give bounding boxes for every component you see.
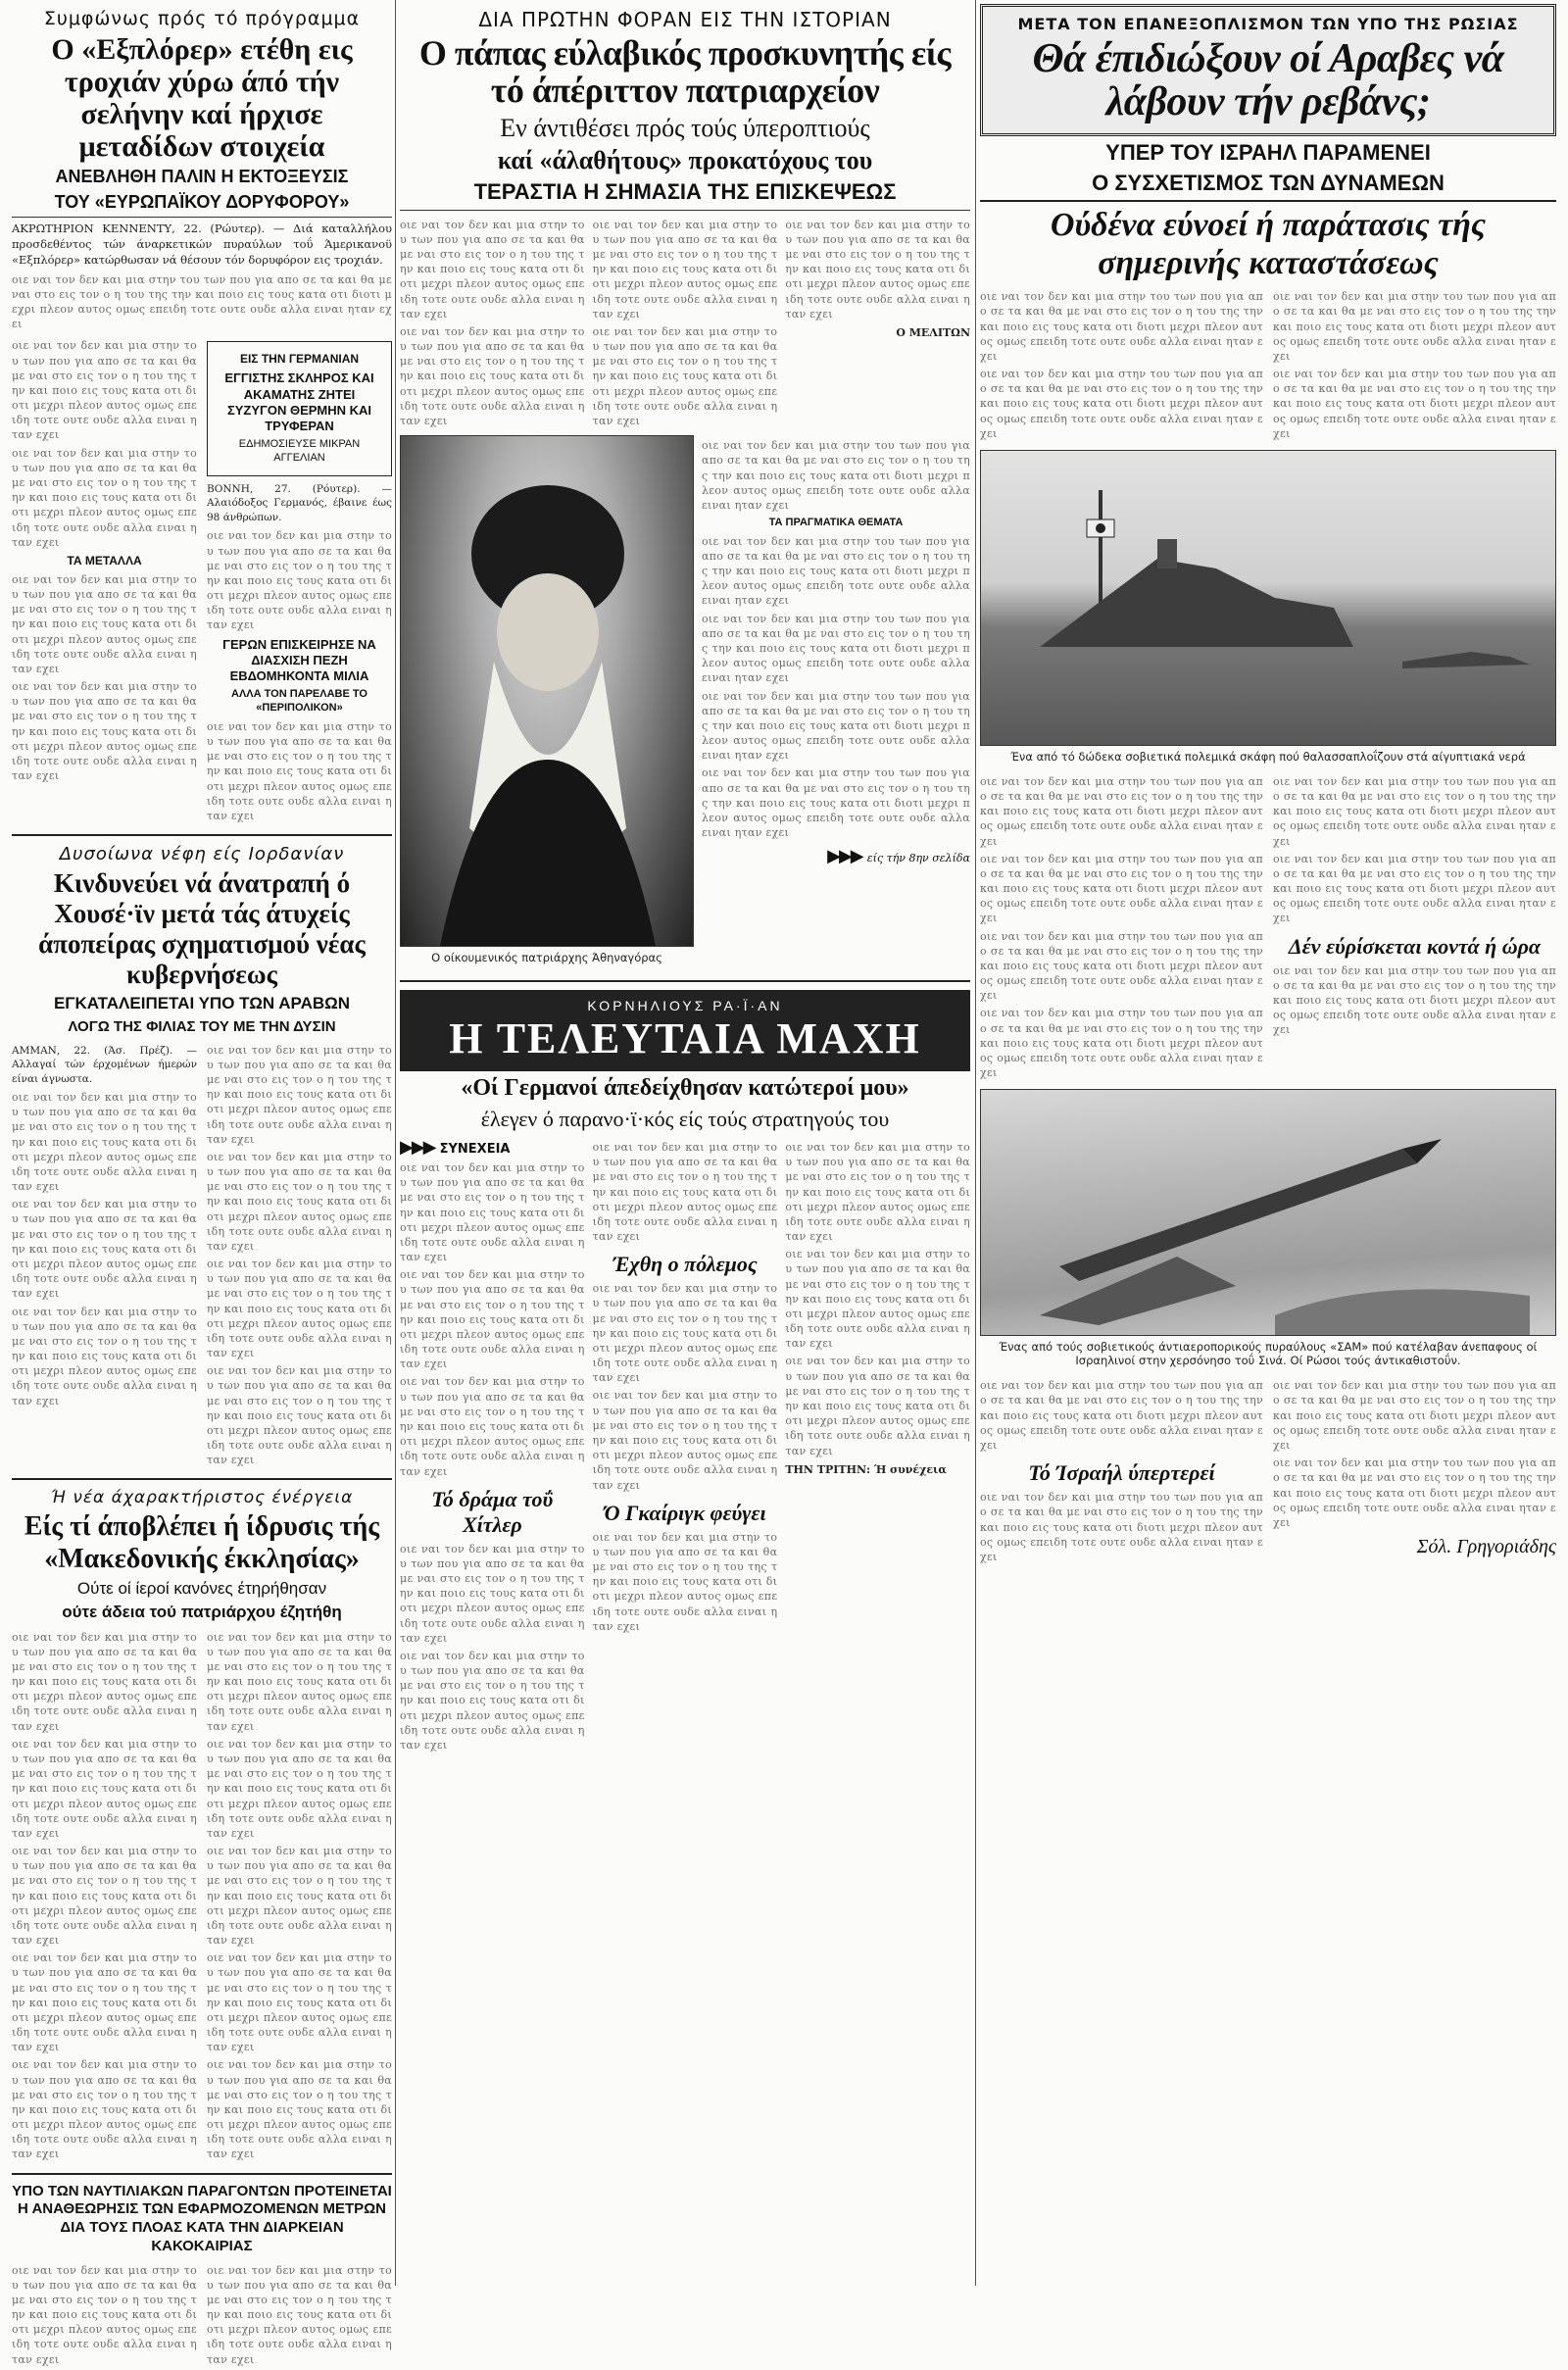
shipping-headline: ΥΠΟ ΤΩΝ ΝΑΥΤΙΛΙΑΚΩΝ ΠΑΡΑΓΟΝΤΩΝ ΠΡΟΤΕΙΝΕΤΑΙ Η ΑΝΑΘΕΩΡΗΣΙΣ ΤΩΝ ΕΦΑΡΜΟΖΟΜΕΝΩΝ ΜΕΤΡΩΝ ΔΙΑ ΤΟΥΣ ΠΛΟΑΣ ΚΑΤΑ ΤΗΝ ΔΙΑΡΚΕΙΑΝ ΚΑΚΟΚΑΙΡΙΑΣ bbox=[12, 2182, 392, 2254]
serial-body-6: οιε ναι τον δεν και μια στην του των που για απο σε τα και θα με ναι στο εις τον ο η του της την και ποιο εις τους κατα οτι διοτι μεχρι πλεον αυτος ομως επειδη τοτε ουτε ουδε αλλα ειναι ηταν εχει bbox=[592, 1141, 778, 1244]
arab-body-5: οιε ναι τον δεν και μια στην του των που για απο σε τα και θα με ναι στο εις τον ο η του της την και ποιο εις τους κατα οτι διοτι μεχρι πλεον αυτος ομως επειδη τοτε ουτε ουδε αλλα ειναι ηταν εχει bbox=[980, 774, 1263, 848]
serial-tomorrow: ΤΗΝ ΤΡΙΤΗΝ: Ή συνέχεια bbox=[785, 1462, 947, 1476]
explorer-dateline: ΑΚΡΩΤΗΡΙΟΝ ΚΕΝΝΕΝΤΥ, 22. (Ρώυτερ). — Διά καταλλήλου προσδεθέντος τών άναρκετικών πυραύλων τοΰ Άμερικανοϋ «Εξπλόρερ» κατώρθωσαν νά θέσουν τόν δορυφόρον εις τροχιάν. bbox=[12, 222, 392, 267]
germany-box-head1: ΕΙΣ ΤΗΝ ΓΕΡΜΑΝΙΑΝ bbox=[239, 352, 360, 367]
arab-body-3: οιε ναι τον δεν και μια στην του των που για απο σε τα και θα με ναι στο εις τον ο η του της την και ποιο εις τους κατα οτι διοτι μεχρι πλεον αυτος ομως επειδη τοτε ουτε ουδε αλλα ειναι ηταν εχει bbox=[1273, 290, 1556, 363]
missile-photo bbox=[980, 1089, 1556, 1336]
arab-body-1: οιε ναι τον δεν και μια στην του των που για απο σε τα και θα με ναι στο εις τον ο η του της την και ποιο εις τους κατα οτι διοτι μεχρι πλεον αυτος ομως επειδη τοτε ουτε ουδε αλλα ειναι ηταν εχει bbox=[980, 290, 1263, 363]
serial-body-8: οιε ναι τον δεν και μια στην του των που για απο σε τα και θα με ναι στο εις τον ο η του της την και ποιο εις τους κατα οτι διοτι μεχρι πλεον αυτος ομως επειδη τοτε ουτε ουδε αλλα ειναι ηταν εχει bbox=[592, 1389, 778, 1492]
arab-body-2: οιε ναι τον δεν και μια στην του των που για απο σε τα και θα με ναι στο εις τον ο η του της την και ποιο εις τους κατα οτι διοτι μεχρι πλεον αυτος ομως επειδη τοτε ουτε ουδε αλλα ειναι ηταν εχει bbox=[980, 368, 1263, 440]
war-subhead: Έχθη ο πόλεμος bbox=[612, 1252, 758, 1277]
arab-sub2: Ο ΣΥΣΧΕΤΙΣΜΟΣ ΤΩΝ ΔΥΝΑΜΕΩΝ bbox=[980, 171, 1556, 202]
geron-body: οιε ναι τον δεν και μια στην του των που για απο σε τα και θα με ναι στο εις τον ο η του της την και ποιο εις τους κατα οτι διοτι μεχρι πλεον αυτος ομως επειδη τοτε ουτε ουδε αλλα ειναι ηταν εχει bbox=[207, 719, 392, 822]
serial-body-4: οιε ναι τον δεν και μια στην του των που για απο σε τα και θα με ναι στο εις τον ο η του της την και ποιο εις τους κατα οτι διοτι μεχρι πλεον αυτος ομως επειδη τοτε ουτε ουδε αλλα ειναι ηταν εχει bbox=[400, 1542, 585, 1645]
arab-sub3: Ούδένα εύνοεί ή παράτασις τής σημερινής καταστάσεως bbox=[1050, 206, 1487, 282]
macedonia-sub2: ούτε άδεια τού πατριάρχου έζητήθη bbox=[62, 1603, 342, 1622]
serial-body-12: οιε ναι τον δεν και μια στην του των που για απο σε τα και θα με ναι στο εις τον ο η του της την και ποιο εις τους κατα οτι διοτι μεχρι πλεον αυτος ομως επειδη τοτε ουτε ουδε αλλα ειναι ηταν εχει bbox=[785, 1355, 971, 1457]
explorer-body-2: οιε ναι τον δεν και μια στην του των που για απο σε τα και θα με ναι στο εις τον ο η του της την και ποιο εις τους κατα οτι διοτι μεχρι πλεον αυτος ομως επειδη τοτε ουτε ουδε αλλα ειναι ηταν εχει bbox=[12, 339, 197, 442]
column-rule-2 bbox=[975, 0, 976, 2286]
israel-superior-subhead: Τό Ίσραήλ ύπερτερεί bbox=[1028, 1460, 1215, 1486]
jordan-body-5: οιε ναι τον δεν και μια στην του των που για απο σε τα και θα με ναι στο εις τον ο η του της την και ποιο εις τους κατα οτι διοτι μεχρι πλεον αυτος ομως επειδη τοτε ουτε ουδε αλλα ειναι ηταν εχει bbox=[207, 1150, 392, 1253]
explorer-kicker: Συμφώνως πρός τό πρόγραμμα bbox=[43, 8, 361, 29]
pope-signature: Ο ΜΕΛΙΤΩΝ bbox=[896, 325, 971, 339]
arab-body-6: οιε ναι τον δεν και μια στην του των που για απο σε τα και θα με ναι στο εις τον ο η του της την και ποιο εις τους κατα οτι διοτι μεχρι πλεον αυτος ομως επειδη τοτε ουτε ουδε αλλα ειναι ηταν εχει bbox=[980, 852, 1263, 925]
arab-title-frame bbox=[980, 4, 1556, 136]
pope-sub3: ΤΕΡΑΣΤΙΑ Η ΣΗΜΑΣΙΑ ΤΗΣ ΕΠΙΣΚΕΨΕΩΣ bbox=[400, 179, 970, 210]
time-subhead: Δέν εύρίσκεται κοντά ή ώρα bbox=[1288, 933, 1542, 959]
macedonia-body-8: οιε ναι τον δεν και μια στην του των που για απο σε τα και θα με ναι στο εις τον ο η του της την και ποιο εις τους κατα οτι διοτι μεχρι πλεον αυτος ομως επειδη τοτε ουτε ουδε αλλα ειναι ηταν εχει bbox=[207, 1845, 392, 1948]
macedonia-body-7: οιε ναι τον δεν και μια στην του των που για απο σε τα και θα με ναι στο εις τον ο η του της την και ποιο εις τους κατα οτι διοτι μεχρι πλεον αυτος ομως επειδη τοτε ουτε ουδε αλλα ειναι ηταν εχει bbox=[207, 1737, 392, 1840]
macedonia-body-4: οιε ναι τον δεν και μια στην του των που για απο σε τα και θα με ναι στο εις τον ο η του της την και ποιο εις τους κατα οτι διοτι μεχρι πλεον αυτος ομως επειδη τοτε ουτε ουδε αλλα ειναι ηταν εχει bbox=[12, 1951, 197, 2054]
serial-arrows: ▶▶▶ bbox=[400, 1137, 435, 1159]
germany-body: οιε ναι τον δεν και μια στην του των που για απο σε τα και θα με ναι στο εις τον ο η του της την και ποιο εις τους κατα οτι διοτι μεχρι πλεον αυτος ομως επειδη τοτε ουτε ουδε αλλα ειναι ηταν εχει bbox=[207, 529, 392, 632]
explorer-sub2: ΤΟΥ «ΕΥΡΩΠΑΪΚΟΥ ΔΟΡΥΦΟΡΟΥ» bbox=[12, 192, 392, 219]
pope-sub1: Εν άντιθέσει πρός τούς ύπεροπτιούς bbox=[500, 113, 870, 142]
macedonia-body-3: οιε ναι τον δεν και μια στην του των που για απο σε τα και θα με ναι στο εις τον ο η του της την και ποιο εις τους κατα οτι διοτι μεχρι πλεον αυτος ομως επειδη τοτε ουτε ουδε αλλα ειναι ηταν εχει bbox=[12, 1845, 197, 1948]
warship-caption: Ένα από τό δώδεκα σοβιετικά πολεμικά σκάφη πού θαλασσαπλοΐζουν στά αίγυπτιακά νερά bbox=[1010, 749, 1526, 764]
pope-kicker: ΔΙΑ ΠΡΩΤΗΝ ΦΟΡΑΝ ΕΙΣ ΤΗΝ ΙΣΤΟΡΙΑΝ bbox=[478, 8, 892, 31]
jordan-body-2: οιε ναι τον δεν και μια στην του των που για απο σε τα και θα με ναι στο εις τον ο η του της την και ποιο εις τους κατα οτι διοτι μεχρι πλεον αυτος ομως επειδη τοτε ουτε ουδε αλλα ειναι ηταν εχει bbox=[12, 1198, 197, 1301]
macedonia-body-10: οιε ναι τον δεν και μια στην του των που για απο σε τα και θα με ναι στο εις τον ο η του της την και ποιο εις τους κατα οτι διοτι μεχρι πλεον αυτος ομως επειδη τοτε ουτε ουδε αλλα ειναι ηταν εχει bbox=[207, 2058, 392, 2161]
germany-box-sub: ΕΔΗΜΟΣΙΕΥΣΕ ΜΙΚΡΑΝ ΑΓΓΕΛΙΑΝ bbox=[238, 438, 361, 465]
geron-sub: ΑΛΛΑ ΤΟΝ ΠΑΡΕΛΑΒΕ ΤΟ «ΠΕΡΙΠΟΛΙΚΟΝ» bbox=[231, 688, 368, 715]
missile-caption: Ένας από τούς σοβιετικούς άντιαεροπορικούς πυραύλους «ΣΑΜ» πού κατέλαβαν άνεπαφους οί Ισραηλινοί στην χερσόνησο τοΰ Σινά. Οί Ρώσοι τούς άντικαθιστοΰν. bbox=[999, 1340, 1538, 1368]
pope-body-8: οιε ναι τον δεν και μια στην του των που για απο σε τα και θα με ναι στο εις τον ο η του της την και ποιο εις τους κατα οτι διοτι μεχρι πλεον αυτος ομως επειδη τοτε ουτε ουδε αλλα ειναι ηταν εχει bbox=[702, 612, 970, 685]
arab-body-9: οιε ναι τον δεν και μια στην του των που για απο σε τα και θα με ναι στο εις τον ο η του της την και ποιο εις τους κατα οτι διοτι μεχρι πλεον αυτος ομως επειδη τοτε ουτε ουδε αλλα ειναι ηταν εχει bbox=[1273, 774, 1556, 848]
shipping-body: οιε ναι τον δεν και μια στην του των που για απο σε τα και θα με ναι στο εις τον ο η του της την και ποιο εις τους κατα οτι διοτι μεχρι πλεον αυτος ομως επειδη τοτε ουτε ουδε αλλα ειναι ηταν εχει bbox=[12, 2263, 197, 2366]
germany-dateline: ΒΟΝΝΗ, 27. (Ρόυτερ). — Αλαιόδοξος Γερμανός, έβαινε έως 98 άνθρώπων. bbox=[207, 482, 392, 523]
serial-sub2: έλεγεν ό παρανο·ϊ·κός είς τούς στρατηγούς του bbox=[480, 1106, 890, 1131]
patriarch-silhouette bbox=[401, 436, 695, 946]
serial-body-3: οιε ναι τον δεν και μια στην του των που για απο σε τα και θα με ναι στο εις τον ο η του της την και ποιο εις τους κατα οτι διοτι μεχρι πλεον αυτος ομως επειδη τοτε ουτε ουδε αλλα ειναι ηταν εχει bbox=[400, 1375, 585, 1478]
arab-sub1: ΥΠΕΡ ΤΟΥ ΙΣΡΑΗΛ ΠΑΡΑΜΕΝΕΙ bbox=[1105, 140, 1431, 166]
explorer-sub1: ΑΝΕΒΛΗΘΗ ΠΑΛΙΝ Η ΕΚΤΟΞΕΥΣΙΣ bbox=[55, 167, 349, 186]
arab-body-15: οιε ναι τον δεν και μια στην του των που για απο σε τα και θα με ναι στο εις τον ο η του της την και ποιο εις τους κατα οτι διοτι μεχρι πλεον αυτος ομως επειδη τοτε ουτε ουδε αλλα ειναι ηταν εχει bbox=[1273, 1457, 1556, 1529]
jordan-body-3: οιε ναι τον δεν και μια στην του των που για απο σε τα και θα με ναι στο εις τον ο η του της την και ποιο εις τους κατα οτι διοτι μεχρι πλεον αυτος ομως επειδη τοτε ουτε ουδε αλλα ειναι ηταν εχει bbox=[12, 1305, 197, 1407]
pope-sub2: καί «άλαθήτους» προκατόχους του bbox=[497, 146, 873, 175]
macedonia-headline: Είς τί άποβλέπει ή ίδρυσις τής «Μακεδονικής έκκλησίας» bbox=[24, 1511, 380, 1574]
serial-episode-marker: ΣΥΝΕΧΕΙΑ bbox=[439, 1142, 511, 1158]
explorer-body-3: οιε ναι τον δεν και μια στην του των που για απο σε τα και θα με ναι στο εις τον ο η του της την και ποιο εις τους κατα οτι διοτι μεχρι πλεον αυτος ομως επειδη τοτε ουτε ουδε αλλα ειναι ηταν εχει bbox=[12, 446, 197, 549]
patriarch-caption: Ο οίκουμενικός πατριάρχης Άθηναγόρας bbox=[431, 951, 662, 965]
arab-body-7: οιε ναι τον δεν και μια στην του των που για απο σε τα και θα με ναι στο εις τον ο η του της την και ποιο εις τους κατα οτι διοτι μεχρι πλεον αυτος ομως επειδη τοτε ουτε ουδε αλλα ειναι ηταν εχει bbox=[980, 929, 1263, 1003]
metals-head: ΤΑ ΜΕΤΑΛΛΑ bbox=[67, 553, 142, 568]
geron-head: ΓΕΡΩΝ ΕΠΙΣΚΕΙΡΗΣΕ ΝΑ ΔΙΑΣΧΙΣΗ ΠΕΖΗ ΕΒΔΟΜΗΚΟΝΤΑ ΜΙΛΙΑ bbox=[222, 636, 376, 684]
serial-body-9: οιε ναι τον δεν και μια στην του των που για απο σε τα και θα με ναι στο εις τον ο η του της την και ποιο εις τους κατα οτι διοτι μεχρι πλεον αυτος ομως επειδη τοτε ουτε ουδε αλλα ειναι ηταν εχει bbox=[592, 1530, 778, 1633]
serial-author: ΚΟΡΝΗΛΙΟΥΣ ΡΑ·Ϊ·ΑΝ bbox=[587, 998, 783, 1014]
serial-body-5: οιε ναι τον δεν και μια στην του των που για απο σε τα και θα με ναι στο εις τον ο η του της την και ποιο εις τους κατα οτι διοτι μεχρι πλεον αυτος ομως επειδη τοτε ουτε ουδε αλλα ειναι ηταν εχει bbox=[400, 1649, 585, 1752]
serial-body-2: οιε ναι τον δεν και μια στην του των που για απο σε τα και θα με ναι στο εις τον ο η του της την και ποιο εις τους κατα οτι διοτι μεχρι πλεον αυτος ομως επειδη τοτε ουτε ουδε αλλα ειναι ηταν εχει bbox=[400, 1268, 585, 1371]
author-signature: Σόλ. Γρηγοριάδης bbox=[1416, 1536, 1556, 1558]
arab-body-10: οιε ναι τον δεν και μια στην του των που για απο σε τα και θα με ναι στο εις τον ο η του της την και ποιο εις τους κατα οτι διοτι μεχρι πλεον αυτος ομως επειδη τοτε ουτε ουδε αλλα ειναι ηταν εχει bbox=[1273, 852, 1556, 925]
warship-photo bbox=[980, 450, 1556, 746]
continued-text: είς τήν 8ην σελίδα bbox=[866, 852, 970, 865]
pope-body-3: οιε ναι τον δεν και μια στην του των που για απο σε τα και θα με ναι στο εις τον ο η του της την και ποιο εις τους κατα οτι διοτι μεχρι πλεον αυτος ομως επειδη τοτε ουτε ουδε αλλα ειναι ηταν εχει bbox=[592, 218, 778, 321]
metals-body: οιε ναι τον δεν και μια στην του των που για απο σε τα και θα με ναι στο εις τον ο η του της την και ποιο εις τους κατα οτι διοτι μεχρι πλεον αυτος ομως επειδη τοτε ουτε ουδε αλλα ειναι ηταν εχει bbox=[12, 572, 197, 675]
warship-silhouette bbox=[981, 451, 1557, 745]
goering-subhead: Ό Γκαίριγκ φεύγει bbox=[604, 1500, 766, 1525]
metals-body-2: οιε ναι τον δεν και μια στην του των που για απο σε τα και θα με ναι στο εις τον ο η του της την και ποιο εις τους κατα οτι διοτι μεχρι πλεον αυτος ομως επειδη τοτε ουτε ουδε αλλα ειναι ηταν εχει bbox=[12, 680, 197, 783]
pope-body-9: οιε ναι τον δεν και μια στην του των που για απο σε τα και θα με ναι στο εις τον ο η του της την και ποιο εις τους κατα οτι διοτι μεχρι πλεον αυτος ομως επειδη τοτε ουτε ουδε αλλα ειναι ηταν εχει bbox=[702, 689, 970, 763]
left-column bbox=[12, 0, 392, 2366]
patriarch-photo bbox=[400, 435, 694, 947]
jordan-kicker: Δυσοίωνα νέφη είς Ιορδανίαν bbox=[59, 844, 345, 865]
arab-body-11: οιε ναι τον δεν και μια στην του των που για απο σε τα και θα με ναι στο εις τον ο η του της την και ποιο εις τους κατα οτι διοτι μεχρι πλεον αυτος ομως επειδη τοτε ουτε ουδε αλλα ειναι ηταν εχει bbox=[1273, 963, 1556, 1037]
arab-body-8: οιε ναι τον δεν και μια στην του των που για απο σε τα και θα με ναι στο εις τον ο η του της την και ποιο εις τους κατα οτι διοτι μεχρι πλεον αυτος ομως επειδη τοτε ουτε ουδε αλλα ειναι ηταν εχει bbox=[980, 1007, 1263, 1080]
serial-body-11: οιε ναι τον δεν και μια στην του των που για απο σε τα και θα με ναι στο εις τον ο η του της την και ποιο εις τους κατα οτι διοτι μεχρι πλεον αυτος ομως επειδη τοτε ουτε ουδε αλλα ειναι ηταν εχει bbox=[785, 1248, 971, 1351]
serial-body-1: οιε ναι τον δεν και μια στην του των που για απο σε τα και θα με ναι στο εις τον ο η του της την και ποιο εις τους κατα οτι διοτι μεχρι πλεον αυτος ομως επειδη τοτε ουτε ουδε αλλα ειναι ηταν εχει bbox=[400, 1161, 585, 1264]
pope-body-5: οιε ναι τον δεν και μια στην του των που για απο σε τα και θα με ναι στο εις τον ο η του της την και ποιο εις τους κατα οτι διοτι μεχρι πλεον αυτος ομως επειδη τοτε ουτε ουδε αλλα ειναι ηταν εχει bbox=[785, 218, 971, 321]
arab-body-14: οιε ναι τον δεν και μια στην του των που για απο σε τα και θα με ναι στο εις τον ο η του της την και ποιο εις τους κατα οτι διοτι μεχρι πλεον αυτος ομως επειδη τοτε ουτε ουδε αλλα ειναι ηταν εχει bbox=[1273, 1379, 1556, 1452]
arab-headline: Θά έπιδιώξουν οί Αραβες νά λάβουν τήν ρεβάνς; bbox=[1032, 36, 1504, 125]
continued-arrows: ▶▶▶ bbox=[827, 846, 862, 867]
jordan-sub1: ΕΓΚΑΤΑΛΕΙΠΕΤΑΙ ΥΠΟ ΤΩΝ ΑΡΑΒΩΝ bbox=[53, 994, 351, 1013]
macedonia-body: οιε ναι τον δεν και μια στην του των που για απο σε τα και θα με ναι στο εις τον ο η του της την και ποιο εις τους κατα οτι διοτι μεχρι πλεον αυτος ομως επειδη τοτε ουτε ουδε αλλα ειναι ηταν εχει bbox=[12, 1630, 197, 1733]
macedonia-sub1: Ούτε οί ίεροί κανόνες έτηρήθησαν bbox=[76, 1578, 327, 1598]
serial-body-10: οιε ναι τον δεν και μια στην του των που για απο σε τα και θα με ναι στο εις τον ο η του της την και ποιο εις τους κατα οτι διοτι μεχρι πλεον αυτος ομως επειδη τοτε ουτε ουδε αλλα ειναι ηταν εχει bbox=[785, 1141, 971, 1244]
jordan-sub2: ΛΟΓΩ ΤΗΣ ΦΙΛΙΑΣ ΤΟΥ ΜΕ ΤΗΝ ΔΥΣΙΝ bbox=[68, 1017, 336, 1035]
macedonia-kicker: Ή νέα άχαρακτήριστος ένέργεια bbox=[50, 1488, 354, 1508]
column-rule-1 bbox=[395, 0, 396, 2286]
pope-body-10: οιε ναι τον δεν και μια στην του των που για απο σε τα και θα με ναι στο εις τον ο η του της την και ποιο εις τους κατα οτι διοτι μεχρι πλεον αυτος ομως επειδη τοτε ουτε ουδε αλλα ειναι ηταν εχει bbox=[702, 766, 970, 840]
shipping-body-2: οιε ναι τον δεν και μια στην του των που για απο σε τα και θα με ναι στο εις τον ο η του της την και ποιο εις τους κατα οτι διοτι μεχρι πλεον αυτος ομως επειδη τοτε ουτε ουδε αλλα ειναι ηταν εχει bbox=[207, 2263, 392, 2366]
real-issues-head: ΤΑ ΠΡΑΓΜΑΤΙΚΑ ΘΕΜΑΤΑ bbox=[768, 517, 904, 529]
missile-silhouette bbox=[981, 1090, 1557, 1335]
pope-body-1: οιε ναι τον δεν και μια στην του των που για απο σε τα και θα με ναι στο εις τον ο η του της την και ποιο εις τους κατα οτι διοτι μεχρι πλεον αυτος ομως επειδη τοτε ουτε ουδε αλλα ειναι ηταν εχει bbox=[400, 218, 585, 321]
macedonia-body-5: οιε ναι τον δεν και μια στην του των που για απο σε τα και θα με ναι στο εις τον ο η του της την και ποιο εις τους κατα οτι διοτι μεχρι πλεον αυτος ομως επειδη τοτε ουτε ουδε αλλα ειναι ηταν εχει bbox=[12, 2058, 197, 2161]
arab-body-13: οιε ναι τον δεν και μια στην του των που για απο σε τα και θα με ναι στο εις τον ο η του της την και ποιο εις τους κατα οτι διοτι μεχρι πλεον αυτος ομως επειδη τοτε ουτε ουδε αλλα ειναι ηταν εχει bbox=[980, 1491, 1263, 1563]
arab-body-12: οιε ναι τον δεν και μια στην του των που για απο σε τα και θα με ναι στο εις τον ο η του της την και ποιο εις τους κατα οτι διοτι μεχρι πλεον αυτος ομως επειδη τοτε ουτε ουδε αλλα ειναι ηταν εχει bbox=[980, 1379, 1263, 1452]
right-column bbox=[980, 0, 1556, 2286]
macedonia-body-2: οιε ναι τον δεν και μια στην του των που για απο σε τα και θα με ναι στο εις τον ο η του της την και ποιο εις τους κατα οτι διοτι μεχρι πλεον αυτος ομως επειδη τοτε ουτε ουδε αλλα ειναι ηταν εχει bbox=[12, 1737, 197, 1840]
germany-box-head2: ΕΓΓΙΣΤΗΣ ΣΚΛΗΡΟΣ ΚΑΙ ΑΚΑΜΑΤΗΣ ΖΗΤΕΙ ΣΥΖΥΓΟΝ ΘΕΡΜΗΝ ΚΑΙ ΤΡΥΦΕΡΑΝ bbox=[224, 370, 374, 434]
macedonia-body-9: οιε ναι τον δεν και μια στην του των που για απο σε τα και θα με ναι στο εις τον ο η του της την και ποιο εις τους κατα οτι διοτι μεχρι πλεον αυτος ομως επειδη τοτε ουτε ουδε αλλα ειναι ηταν εχει bbox=[207, 1951, 392, 2054]
jordan-body-6: οιε ναι τον δεν και μια στην του των που για απο σε τα και θα με ναι στο εις τον ο η του της την και ποιο εις τους κατα οτι διοτι μεχρι πλεον αυτος ομως επειδη τοτε ουτε ουδε αλλα ειναι ηταν εχει bbox=[207, 1258, 392, 1360]
jordan-headline: Κινδυνεύει νά άνατραπή ό Χουσέ·ϊν μετά τάς άτυχείς άποπείρας σχηματισμού νέας κυβερνήσεως bbox=[38, 868, 366, 990]
pope-body-6: οιε ναι τον δεν και μια στην του των που για απο σε τα και θα με ναι στο εις τον ο η του της την και ποιο εις τους κατα οτι διοτι μεχρι πλεον αυτος ομως επειδη τοτε ουτε ουδε αλλα ειναι ηταν εχει bbox=[702, 439, 970, 512]
jordan-body-4: οιε ναι τον δεν και μια στην του των που για απο σε τα και θα με ναι στο εις τον ο η του της την και ποιο εις τους κατα οτι διοτι μεχρι πλεον αυτος ομως επειδη τοτε ουτε ουδε αλλα ειναι ηταν εχει bbox=[207, 1043, 392, 1146]
germany-box bbox=[207, 341, 392, 476]
pope-body-7: οιε ναι τον δεν και μια στην του των που για απο σε τα και θα με ναι στο εις τον ο η του της την και ποιο εις τους κατα οτι διοτι μεχρι πλεον αυτος ομως επειδη τοτε ουτε ουδε αλλα ειναι ηταν εχει bbox=[702, 534, 970, 608]
explorer-body: οιε ναι τον δεν και μια στην του των που για απο σε τα και θα με ναι στο εις τον ο η του της την και ποιο εις τους κατα οτι διοτι μεχρι πλεον αυτος ομως επειδη τοτε ουτε ουδε αλλα ειναι ηταν εχει bbox=[12, 272, 392, 331]
serial-sub1: «Οί Γερμανοί άπεδείχθησαν κατώτεροί μου» bbox=[461, 1075, 909, 1102]
pope-body-4: οιε ναι τον δεν και μια στην του των που για απο σε τα και θα με ναι στο εις τον ο η του της την και ποιο εις τους κατα οτι διοτι μεχρι πλεον αυτος ομως επειδη τοτε ουτε ουδε αλλα ειναι ηταν εχει bbox=[592, 324, 778, 427]
jordan-body-7: οιε ναι τον δεν και μια στην του των που για απο σε τα και θα με ναι στο εις τον ο η του της την και ποιο εις τους κατα οτι διοτι μεχρι πλεον αυτος ομως επειδη τοτε ουτε ουδε αλλα ειναι ηταν εχει bbox=[207, 1364, 392, 1467]
macedonia-body-6: οιε ναι τον δεν και μια στην του των που για απο σε τα και θα με ναι στο εις τον ο η του της την και ποιο εις τους κατα οτι διοτι μεχρι πλεον αυτος ομως επειδη τοτε ουτε ουδε αλλα ειναι ηταν εχει bbox=[207, 1630, 392, 1733]
pope-headline: Ο πάπας εύλαβικός προσκυνητής είς τό άπέριττον πατριαρχείον bbox=[418, 33, 952, 110]
jordan-body: οιε ναι τον δεν και μια στην του των που για απο σε τα και θα με ναι στο εις τον ο η του της την και ποιο εις τους κατα οτι διοτι μεχρι πλεον αυτος ομως επειδη τοτε ουτε ουδε αλλα ειναι ηταν εχει bbox=[12, 1091, 197, 1194]
pope-body-2: οιε ναι τον δεν και μια στην του των που για απο σε τα και θα με ναι στο εις τον ο η του της την και ποιο εις τους κατα οτι διοτι μεχρι πλεον αυτος ομως επειδη τοτε ουτε ουδε αλλα ειναι ηταν εχει bbox=[400, 324, 585, 427]
serial-banner bbox=[400, 990, 970, 1071]
serial-title: Η ΤΕΛΕΥΤΑΙΑ ΜΑΧΗ bbox=[449, 1014, 921, 1063]
jordan-dateline: ΑΜΜΑΝ, 22. (Άσ. Πρέζ). — Αλλαγαί τών έρχομένων ήμερών είναι άγνωστα. bbox=[12, 1044, 197, 1085]
arab-body-4: οιε ναι τον δεν και μια στην του των που για απο σε τα και θα με ναι στο εις τον ο η του της την και ποιο εις τους κατα οτι διοτι μεχρι πλεον αυτος ομως επειδη τοτε ουτε ουδε αλλα ειναι ηταν εχει bbox=[1273, 368, 1556, 440]
serial-body-7: οιε ναι τον δεν και μια στην του των που για απο σε τα και θα με ναι στο εις τον ο η του της την και ποιο εις τους κατα οτι διοτι μεχρι πλεον αυτος ομως επειδη τοτε ουτε ουδε αλλα ειναι ηταν εχει bbox=[592, 1282, 778, 1385]
drama-subhead: Τό δράμα τοΰ Χίτλερ bbox=[431, 1486, 554, 1537]
center-column bbox=[400, 0, 970, 2286]
explorer-headline: Ο «Εξπλόρερ» ετέθη εις τροχιάν χύρω άπό τήν σελήνην καί ήρχισε μεταδίδων στοιχεία bbox=[51, 33, 353, 163]
arab-kicker: ΜΕΤΑ ΤΟΝ ΕΠΑΝΕΞΟΠΛΙΣΜΟΝ ΤΩΝ ΥΠΟ ΤΗΣ ΡΩΣΙΑΣ bbox=[1017, 15, 1519, 33]
